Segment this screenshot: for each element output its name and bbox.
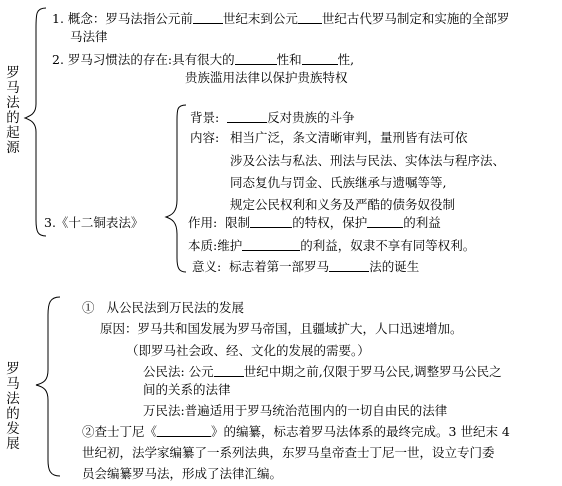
part1-title-line (82, 300, 244, 315)
item2-line1 (52, 52, 354, 67)
essence-label: 本质: (188, 238, 218, 253)
content-line-1: 相当广泛，条文清晰审判，量刑皆有法可依 (230, 130, 468, 145)
meaning-line (192, 259, 419, 274)
meaning-b: 法的诞生 (369, 259, 420, 274)
part1-title: 从公民法到万民法的发展 (106, 300, 244, 315)
content-label: 内容: (190, 130, 220, 145)
effect-a: 限制 (225, 215, 251, 230)
part2-line1 (82, 424, 510, 439)
blank (227, 110, 267, 123)
reason-note: （即罗马社会政、经、文化的发展的需要。） (126, 343, 370, 358)
blank (367, 215, 403, 228)
essence-line (188, 238, 475, 253)
civil-post: 世纪中期之前,仅限于罗马公民,调整罗马公民之 (243, 364, 502, 379)
blank (214, 364, 244, 377)
part2-line2: 世纪初，法学家编纂了一系列法典，东罗马皇帝查士丁尼一世，设立专门委 (82, 445, 495, 460)
effect-label: 作用: (188, 215, 218, 230)
item1-post: 世纪古代罗马制定和实施的全部罗 (321, 11, 510, 26)
content-line-3: 同态复仇与罚金、氏族继承与遗嘱等等, (230, 175, 447, 190)
essence-a: 维护 (217, 238, 243, 253)
meaning-a: 标志着第一部罗马 (229, 259, 330, 274)
reason-line: 原因：罗马共和国发展为罗马帝国，且疆域扩大，人口迅速增加。 (100, 321, 463, 336)
section2-brace (36, 297, 60, 476)
item3-title: 3.《十二铜表法》 (44, 215, 144, 230)
blank (157, 424, 211, 437)
civil-law-line1 (143, 364, 502, 379)
item2-post: 性, (337, 52, 355, 67)
blank (298, 11, 322, 24)
blank (235, 52, 277, 65)
effect-line (188, 215, 441, 230)
part1-num: ① (82, 300, 95, 315)
item1-line1 (52, 11, 509, 26)
meaning-label: 意义: (192, 259, 222, 274)
part2-post: 》的编纂，标志着罗马法体系的最终完成。3 世纪末 4 (211, 424, 510, 439)
blank (242, 238, 300, 251)
item2-line2: 贵族滥用法律以保护贵族特权 (185, 70, 348, 85)
background-text: 反对贵族的斗争 (267, 110, 355, 125)
section1-title: 罗马法的起源 (6, 65, 20, 156)
twelve-tables-brace (166, 105, 186, 272)
content-line-2: 涉及公法与私法、刑法与民法、实体法与程序法、 (230, 153, 506, 168)
part2-pre: ②查士丁尼《 (82, 424, 158, 439)
essence-b: 的利益，奴隶不享有同等权利。 (300, 238, 476, 253)
blank (193, 11, 223, 24)
item1-line2: 马法律 (70, 29, 108, 44)
civil-law-line2: 间的关系的法律 (143, 382, 231, 397)
background-label: 背景: (190, 110, 220, 125)
content-line-4: 规定公民权利和义务及严酷的债务奴役制 (230, 197, 456, 212)
item1-mid: 世纪末到公元 (222, 11, 298, 26)
item1-pre: 1. 概念：罗马法指公元前 (52, 11, 193, 26)
item2-mid: 性和 (276, 52, 302, 67)
background-line (190, 110, 355, 125)
effect-b: 的特权，保护 (292, 215, 368, 230)
section1-brace (25, 8, 46, 236)
part2-line3: 员会编纂罗马法，形成了法律汇编。 (82, 466, 283, 481)
civil-pre: 公民法: 公元 (143, 364, 214, 379)
blank (250, 215, 292, 228)
item2-pre: 2. 罗马习惯法的存在:具有很大的 (52, 52, 235, 67)
section2-title: 罗马法的发展 (6, 361, 20, 452)
blank (302, 52, 338, 65)
blank (329, 259, 369, 272)
effect-c: 的利益 (403, 215, 441, 230)
gentium-line: 万民法:普遍适用于罗马统治范围内的一切自由民的法律 (143, 403, 448, 418)
